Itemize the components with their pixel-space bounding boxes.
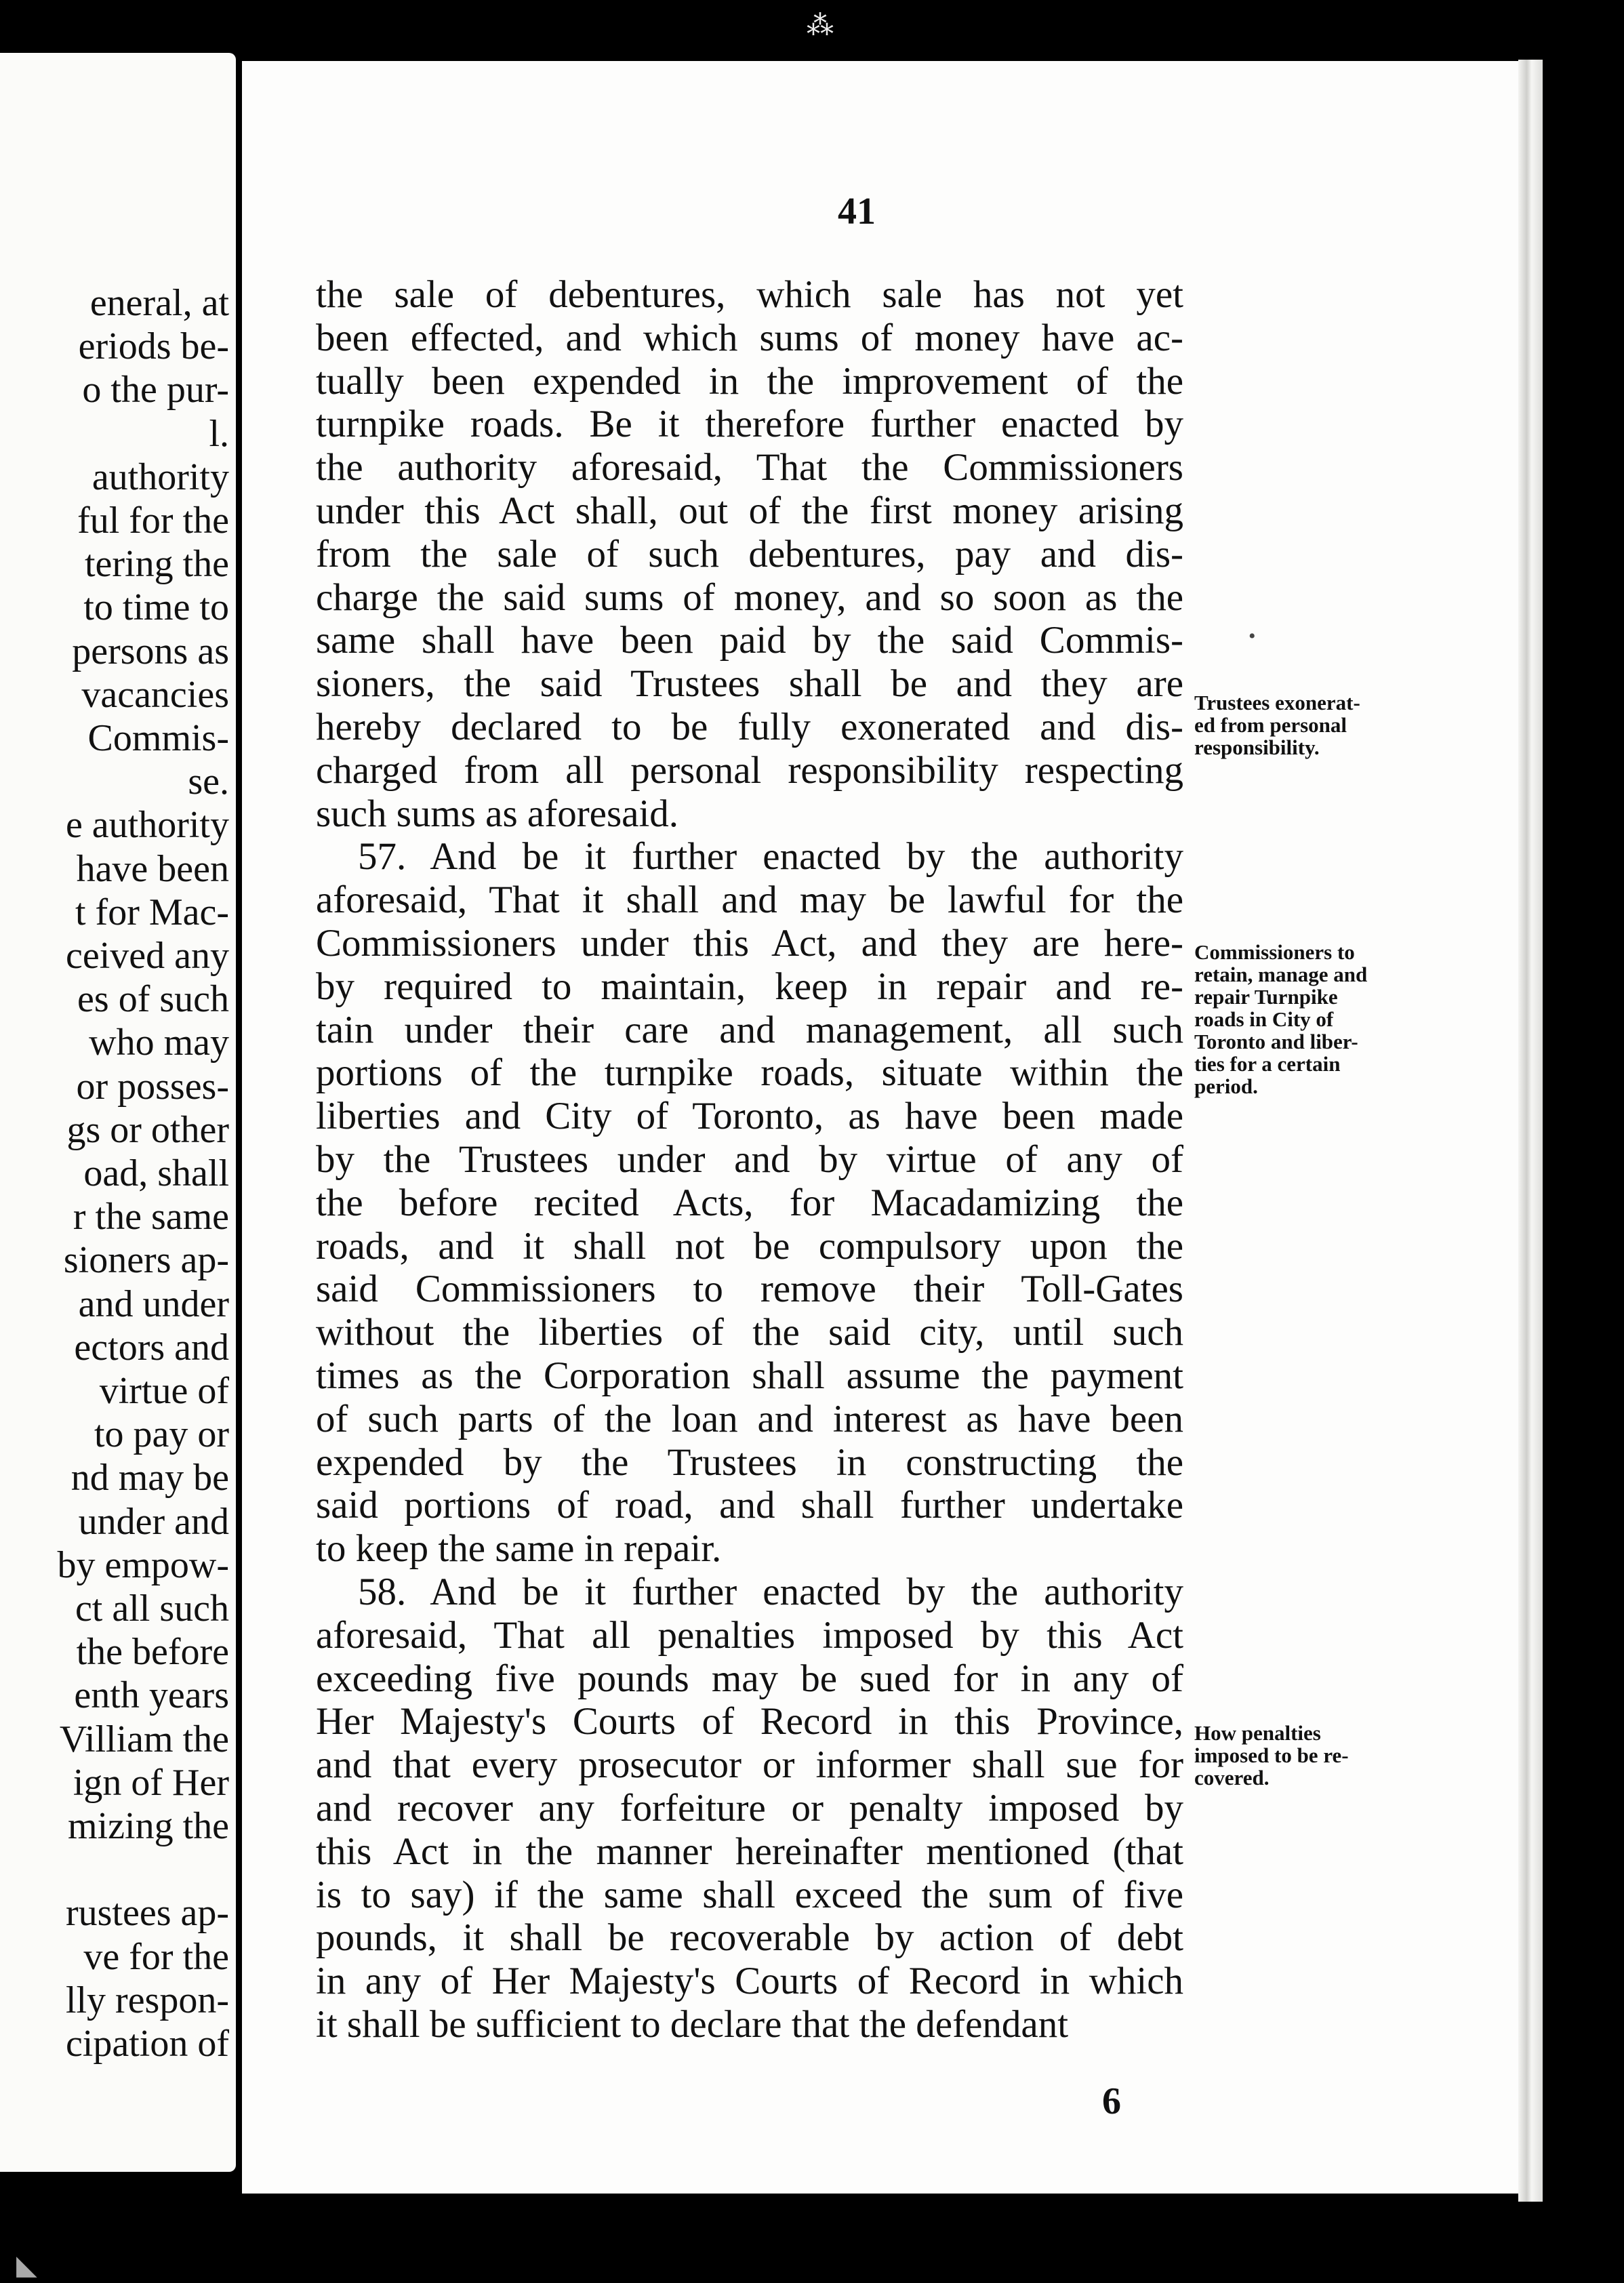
body-line: same shall have been paid by the said Commis- (316, 619, 1183, 662)
body-line: is to say) if the same shall exceed the sum of five (316, 1873, 1183, 1916)
body-line: aforesaid, That it shall and may be lawful for the (316, 878, 1183, 922)
left-page-line: ectors and (74, 1326, 229, 1369)
page-number: 41 (838, 190, 876, 233)
body-line: portions of the turnpike roads, situate within the (316, 1051, 1183, 1095)
body-line: and that every prosecutor or informer shall sue for (316, 1743, 1183, 1787)
marginal-note-line: How penalties (1194, 1721, 1321, 1745)
left-page-line: virtue of (99, 1370, 229, 1412)
left-page-line: o the pur- (82, 369, 229, 411)
left-page-line: e authority (65, 804, 229, 847)
left-page-line: cipation of (65, 2023, 229, 2065)
left-page-line: ve for the (83, 1935, 229, 1978)
left-page-line: nd may be (70, 1457, 229, 1499)
left-page-line: authority (92, 456, 229, 498)
body-line: by the Trustees under and by virtue of any of (316, 1138, 1183, 1181)
left-page-line: rustees ap- (65, 1892, 229, 1935)
body-line: without the liberties of the said city, until such (316, 1311, 1183, 1354)
left-page-line: to time to (83, 586, 229, 629)
body-line: aforesaid, That all penalties imposed by this Act (316, 1613, 1183, 1657)
left-page-line: ceived any (66, 935, 229, 977)
body-line: under this Act shall, out of the first money arising (316, 489, 1183, 532)
left-page-line: ign of Her (73, 1761, 229, 1804)
body-line: Her Majesty's Courts of Record in this Province, (316, 1700, 1183, 1743)
body-line: pounds, it shall be recoverable by action of debt (316, 1916, 1183, 1960)
body-line: the sale of debentures, which sale has not yet (316, 273, 1183, 316)
marginal-note-line: ed from personal (1194, 713, 1347, 737)
marginal-note-line: ties for a certain (1194, 1052, 1341, 1076)
marginal-note-line: retain, manage and (1194, 963, 1368, 986)
marginal-note-line: roads in City of (1194, 1007, 1334, 1031)
corner-mark: ◣ (16, 2250, 37, 2280)
body-line: 57. And be it further enacted by the authority (358, 835, 1183, 878)
body-line: the authority aforesaid, That the Commissioners (316, 446, 1183, 489)
body-line: of such parts of the loan and interest as have been (316, 1397, 1183, 1440)
body-line: exceeding five pounds may be sued for in any of (316, 1657, 1183, 1700)
left-page-line: ct all such (75, 1588, 229, 1630)
page-edge (1518, 60, 1543, 2202)
left-page-line: l. (209, 412, 229, 455)
left-page-line: lly respon- (65, 1979, 229, 2021)
left-page-line: by empow- (57, 1543, 229, 1586)
marginal-note-line: Trustees exonerat- (1194, 691, 1360, 714)
left-facing-page (0, 53, 236, 2172)
body-line: by required to maintain, keep in repair and re- (316, 965, 1183, 1008)
scan-artifact: ⁂ (807, 10, 834, 41)
body-line: to keep the same in repair. (316, 1527, 722, 1571)
marginal-note-line: Commissioners to (1194, 940, 1355, 964)
left-page-line: ful for the (77, 500, 229, 542)
body-line: liberties and City of Toronto, as have been made (316, 1095, 1183, 1138)
body-line: times as the Corporation shall assume the payment (316, 1354, 1183, 1397)
body-line: Commissioners under this Act, and they are here- (316, 922, 1183, 965)
left-page-line: to pay or (94, 1413, 229, 1456)
body-line: tain under their care and management, all such (316, 1008, 1183, 1051)
signature-mark: 6 (1102, 2080, 1121, 2122)
marginal-note-line: Toronto and liber- (1194, 1030, 1358, 1053)
left-page-line: eneral, at (89, 282, 229, 324)
body-line: in any of Her Majesty's Courts of Record in which (316, 1960, 1183, 2003)
marginal-note-line: covered. (1194, 1766, 1270, 1790)
body-line: said portions of road, and shall further undertake (316, 1484, 1183, 1527)
body-line: such sums as aforesaid. (316, 792, 679, 835)
left-page-line: or posses- (76, 1065, 229, 1108)
left-page-line: under and (78, 1500, 229, 1543)
body-line: the before recited Acts, for Macadamizing the (316, 1181, 1183, 1224)
left-page-line: the before (76, 1631, 229, 1674)
left-page-line: enth years (74, 1674, 229, 1717)
left-page-line: gs or other (66, 1108, 229, 1151)
left-page-line: mizing the (68, 1805, 229, 1847)
body-line: roads, and it shall not be compulsory upon the (316, 1224, 1183, 1268)
stray-mark: • (1249, 625, 1256, 647)
left-page-line: t for Mac- (75, 891, 229, 933)
body-line: sioners, the said Trustees shall be and they are (316, 662, 1183, 706)
left-page-line: oad, shall (83, 1152, 229, 1194)
left-page-line: Villiam the (59, 1718, 229, 1760)
left-page-line: vacancies (81, 673, 229, 716)
body-line: been effected, and which sums of money have ac- (316, 316, 1183, 359)
body-line: said Commissioners to remove their Toll-Gates (316, 1268, 1183, 1311)
left-page-line: Commis- (87, 717, 229, 759)
marginal-note-line: imposed to be re- (1194, 1743, 1349, 1767)
body-line: this Act in the manner hereinafter mentioned (that (316, 1830, 1183, 1873)
left-page-line: persons as (72, 630, 229, 672)
body-line: and recover any forfeiture or penalty imposed by (316, 1787, 1183, 1830)
body-line: charge the said sums of money, and so soon as the (316, 575, 1183, 619)
body-line: it shall be sufficient to declare that the defendant (316, 2003, 1069, 2046)
left-page-line: eriods be- (78, 325, 229, 368)
body-line: 58. And be it further enacted by the authority (358, 1571, 1183, 1613)
body-line: expended by the Trustees in constructing the (316, 1440, 1183, 1484)
left-page-line: sioners ap- (63, 1239, 229, 1282)
body-line: tually been expended in the improvement of the (316, 359, 1183, 403)
body-line: from the sale of such debentures, pay and dis- (316, 532, 1183, 575)
left-page-line: r the same (73, 1196, 229, 1238)
left-page-line: who may (89, 1022, 229, 1064)
marginal-note-line: responsibility. (1194, 735, 1320, 759)
left-page-line: and under (78, 1282, 229, 1325)
marginal-note-line: period. (1194, 1074, 1258, 1098)
body-line: charged from all personal responsibility respecting (316, 748, 1183, 792)
marginal-note-line: repair Turnpike (1194, 985, 1338, 1009)
marginal-note (1194, 691, 1360, 759)
body-line: hereby declared to be fully exonerated and dis- (316, 706, 1183, 748)
marginal-note (1194, 941, 1367, 1097)
left-page-line: es of such (77, 978, 229, 1021)
left-page-line: tering the (84, 543, 229, 586)
body-line: turnpike roads. Be it therefore further enacted by (316, 403, 1183, 446)
marginal-note (1194, 1722, 1349, 1789)
left-page-line: have been (76, 847, 229, 890)
left-page-line: se. (188, 761, 229, 803)
